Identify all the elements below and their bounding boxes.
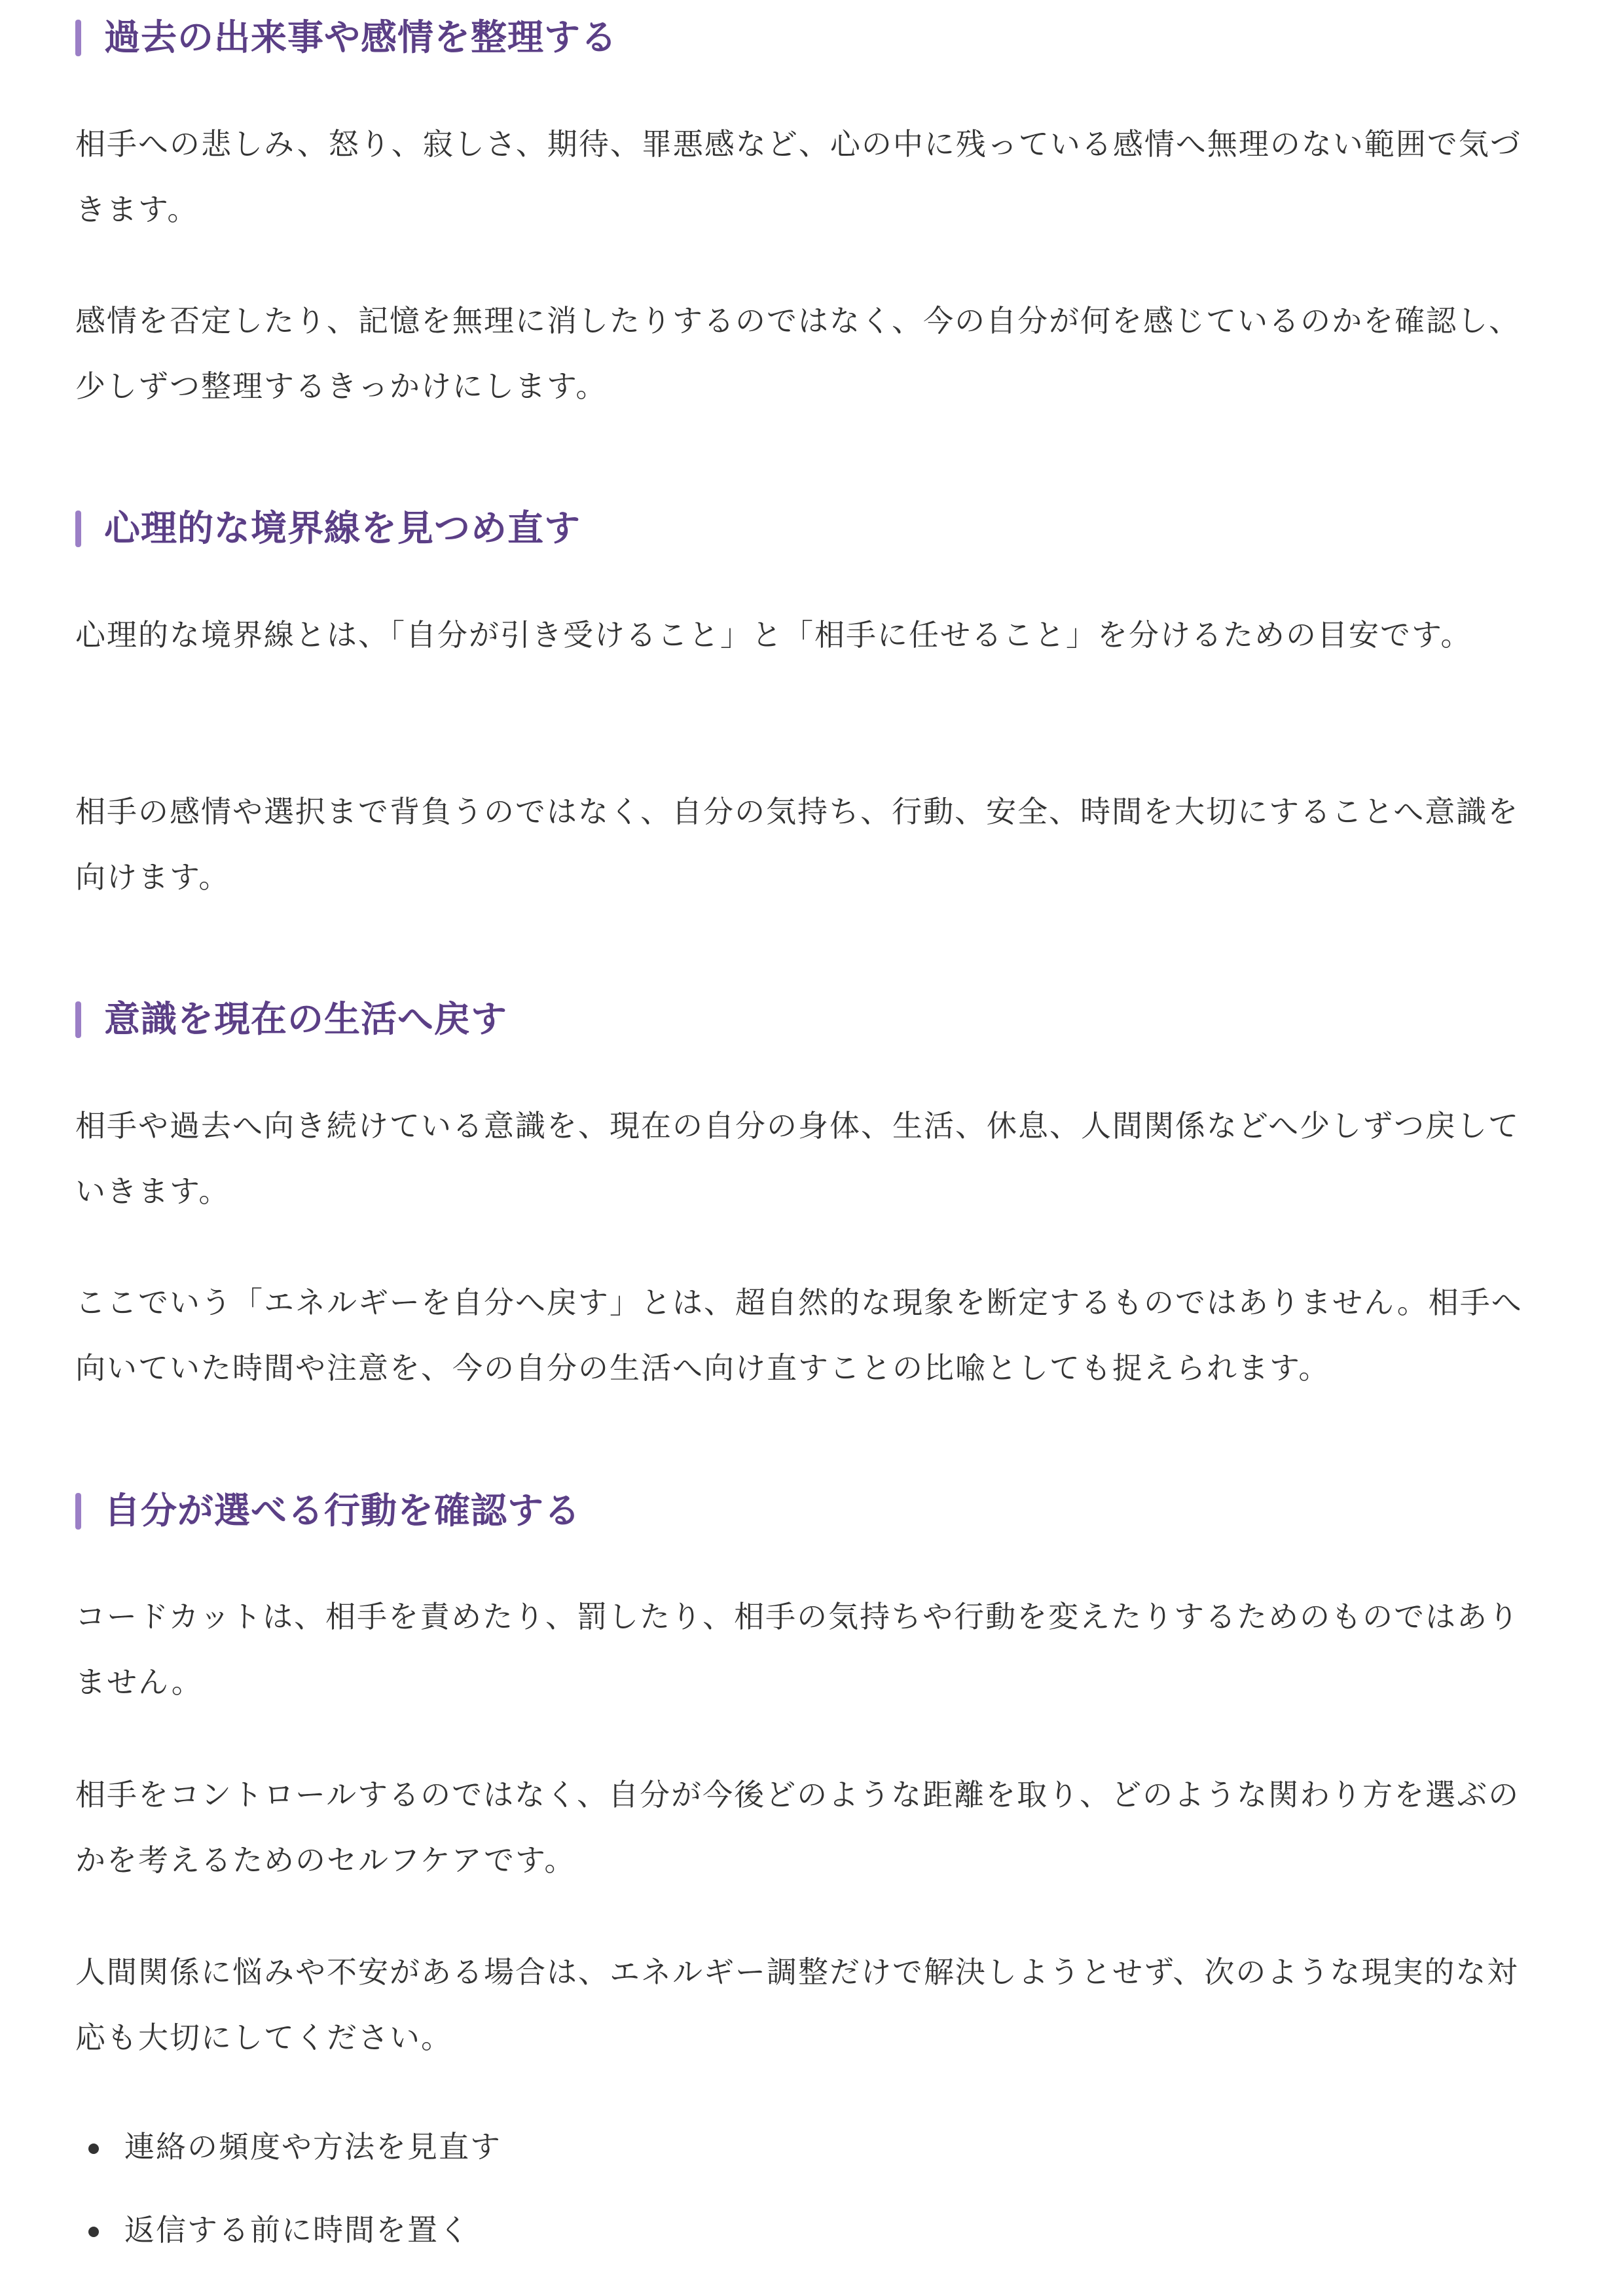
heading-accent-bar	[75, 1493, 81, 1530]
paragraph: コードカットは、相手を責めたり、罰したり、相手の気持ちや行動を変えたりするためのものではありません。	[75, 1599, 1520, 1700]
heading-accent-bar	[75, 511, 81, 547]
paragraph: 相手や過去へ向き続けている意識を、現在の自分の身体、生活、休息、人間関係などへ少しずつ戻していきます。	[75, 1108, 1520, 1209]
list-item	[75, 2197, 1531, 2263]
section-heading	[75, 1488, 581, 1535]
section-heading-text: 自分が選べる行動を確認する	[104, 1490, 581, 1532]
bullet-dot-icon	[88, 2144, 99, 2154]
heading-accent-bar	[75, 1001, 81, 1038]
section-heading	[75, 505, 581, 552]
section-heading-text: 心理的な境界線を見つめ直す	[104, 507, 581, 549]
section-heading	[75, 996, 507, 1043]
paragraph: 人間関係に悩みや不安がある場合は、エネルギー調整だけで解決しようとせず、次のような現実的な対応も大切にしてください。	[75, 1954, 1519, 2055]
section-heading-text: 過去の出来事や感情を整理する	[104, 16, 618, 58]
paragraph: ここでいう「エネルギーを自分へ戻す」とは、超自然的な現象を断定するものではありません。相手へ向いていた時間や注意を、今の自分の生活へ向け直すことの比喩としても捉えられます。	[75, 1285, 1523, 1386]
list-item-text: 連絡の頻度や方法を見直す	[124, 2129, 501, 2164]
section-heading	[75, 14, 617, 62]
list-item	[75, 2114, 1531, 2179]
paragraph: 感情を否定したり、記憶を無理に消したりするのではなく、今の自分が何を感じているのかを確認し、少しずつ整理するきっかけにします。	[75, 303, 1521, 404]
list-item-text: 返信する前に時間を置く	[124, 2212, 470, 2248]
paragraph: 心理的な境界線とは、「自分が引き受けること」と「相手に任せること」を分けるための目安です。	[75, 617, 1472, 653]
bullet-dot-icon	[88, 2227, 99, 2237]
paragraph: 相手をコントロールするのではなく、自分が今後どのような距離を取り、どのような関わり方を選ぶのかを考えるためのセルフケアです。	[75, 1777, 1520, 1878]
section-heading-text: 意識を現在の生活へ戻す	[104, 998, 508, 1040]
paragraph: 相手への悲しみ、怒り、寂しさ、期待、罪悪感など、心の中に残っている感情へ無理のない範囲で気づきます。	[75, 126, 1522, 227]
paragraph: 相手の感情や選択まで背負うのではなく、自分の気持ち、行動、安全、時間を大切にすることへ意識を向けます。	[75, 794, 1520, 895]
bullet-list	[75, 2114, 1531, 2263]
heading-accent-bar	[75, 20, 81, 56]
